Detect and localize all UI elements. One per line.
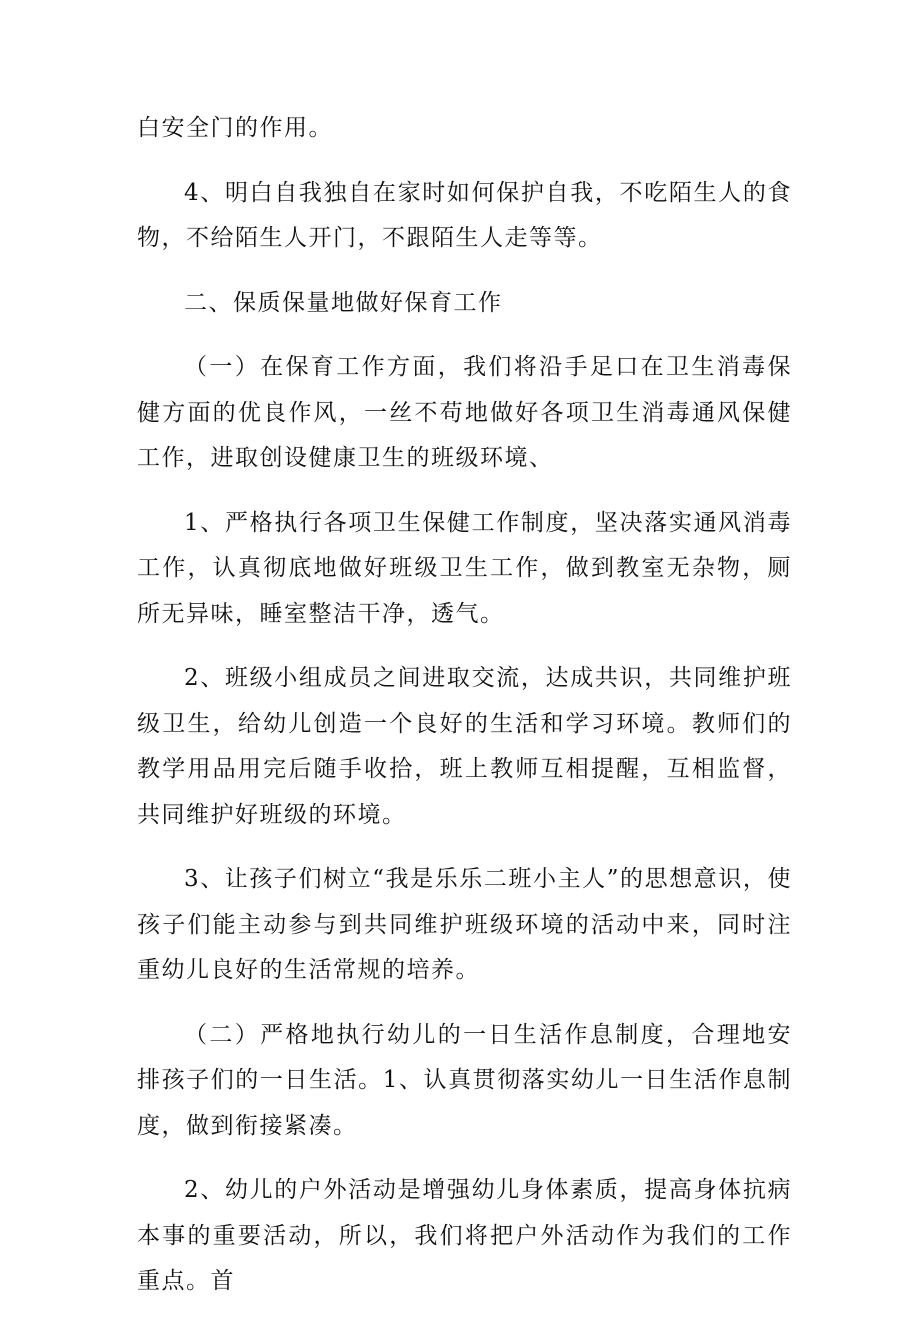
paragraph-5: 2、班级小组成员之间进取交流，达成共识，共同维护班级卫生，给幼儿创造一个良好的生活和学习环境。教师们的教学用品用完后随手收拾，班上教师互相提醒，互相监督，共同维护好班级的环境。 [137, 665, 792, 828]
paragraph-7: （二）严格地执行幼儿的一日生活作息制度，合理地安排孩子们的一日生活。1、认真贯彻落实幼儿一日生活作息制度，做到衔接紧凑。 [137, 1021, 792, 1139]
paragraph-6: 3、让孩子们树立“我是乐乐二班小主人”的思想意识，使孩子们能主动参与到共同维护班级环境的活动中来，同时注重幼儿良好的生活常规的培养。 [137, 866, 792, 983]
paragraph-1: 白安全门的作用。 [137, 115, 333, 141]
paragraph-3: （一）在保育工作方面，我们将沿手足口在卫生消毒保健方面的优良作风，一丝不苟地做好各项卫生消毒通风保健工作，进取创设健康卫生的班级环境、 [137, 354, 792, 471]
section-heading: 二、保质保量地做好保育工作 [184, 289, 503, 316]
paragraph-2: 4、明白自我独自在家时如何保护自我，不吃陌生人的食物，不给陌生人开门，不跟陌生人走等等。 [137, 179, 792, 251]
document-body [137, 106, 792, 1324]
paragraph-4: 1、严格执行各项卫生保健工作制度，坚决落实通风消毒工作，认真彻底地做好班级卫生工作，做到教室无杂物，厕所无异味，睡室整洁干净，透气。 [137, 509, 792, 627]
paragraph-8: 2、幼儿的户外活动是增强幼儿身体素质，提高身体抗病本事的重要活动，所以，我们将把户外活动作为我们的工作重点。首 [137, 1177, 792, 1294]
